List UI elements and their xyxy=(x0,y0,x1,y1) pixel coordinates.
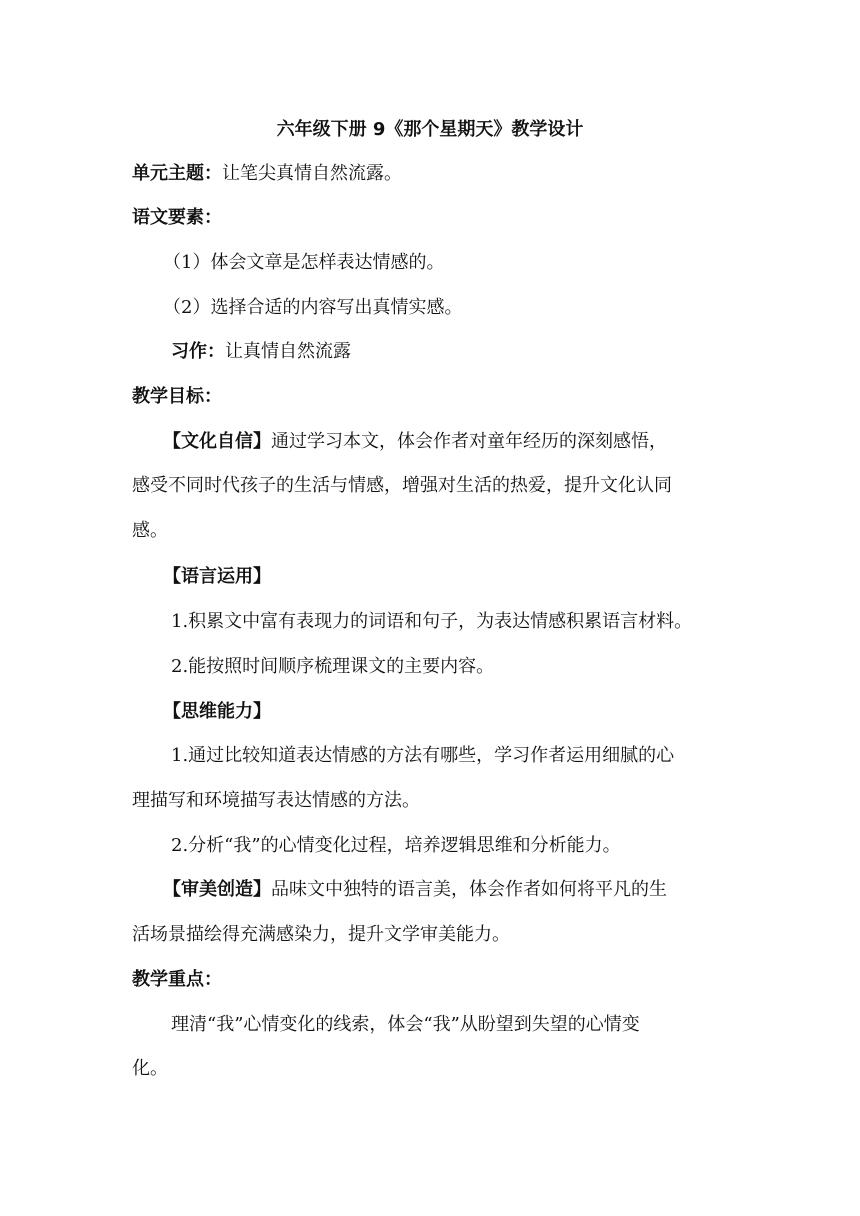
language-use-item-2: 2.能按照时间顺序梳理课文的主要内容。 xyxy=(171,656,495,677)
language-elements-label: 语文要素： xyxy=(132,207,222,228)
writing-line xyxy=(171,340,351,364)
cultural-confidence-line-2: 感受不同时代孩子的生活与情感，增强对生活的热爱，提升文化认同 xyxy=(132,475,672,496)
key-points-line-1: 理清“我”心情变化的线索，体会“我”从盼望到失望的心情变 xyxy=(171,1014,640,1035)
unit-theme-label: 单元主题： xyxy=(132,163,222,184)
cultural-confidence-text-1: 通过学习本文，体会作者对童年经历的深刻感悟， xyxy=(271,431,667,452)
cultural-confidence-line-3: 感。 xyxy=(132,520,168,541)
thinking-ability-item-2: 2.分析“我”的心情变化过程，培养逻辑思维和分析能力。 xyxy=(171,835,621,856)
key-points-line-2: 化。 xyxy=(132,1058,168,1079)
thinking-ability-label: 【思维能力】 xyxy=(163,701,271,722)
aesthetic-creation-label: 【审美创造】 xyxy=(163,879,271,900)
aesthetic-creation-line-2: 活场景描绘得充满感染力，提升文学审美能力。 xyxy=(132,924,510,945)
key-points-label: 教学重点： xyxy=(132,969,222,990)
writing-label: 习作： xyxy=(171,341,225,362)
aesthetic-creation-line-1 xyxy=(163,878,667,902)
aesthetic-creation-text-1: 品味文中独特的语言美，体会作者如何将平凡的生 xyxy=(271,879,667,900)
thinking-ability-item-1-line-2: 理描写和环境描写表达情感的方法。 xyxy=(132,790,420,811)
language-use-item-1: 1.积累文中富有表现力的词语和句子，为表达情感积累语言材料。 xyxy=(171,611,693,632)
language-element-item-2: （2）选择合适的内容写出真情实感。 xyxy=(163,297,463,318)
teaching-goals-label: 教学目标： xyxy=(132,386,222,407)
document-title: 六年级下册 9《那个星期天》教学设计 xyxy=(276,119,584,140)
thinking-ability-item-1-line-1: 1.通过比较知道表达情感的方法有哪些，学习作者运用细腻的心 xyxy=(171,745,675,766)
unit-theme-line xyxy=(132,162,402,186)
cultural-confidence-label: 【文化自信】 xyxy=(163,431,271,452)
unit-theme-text: 让笔尖真情自然流露。 xyxy=(222,163,402,184)
cultural-confidence-line-1 xyxy=(163,430,667,454)
language-element-item-1: （1）体会文章是怎样表达情感的。 xyxy=(163,252,445,273)
language-use-label: 【语言运用】 xyxy=(163,566,271,587)
writing-text: 让真情自然流露 xyxy=(225,341,351,362)
